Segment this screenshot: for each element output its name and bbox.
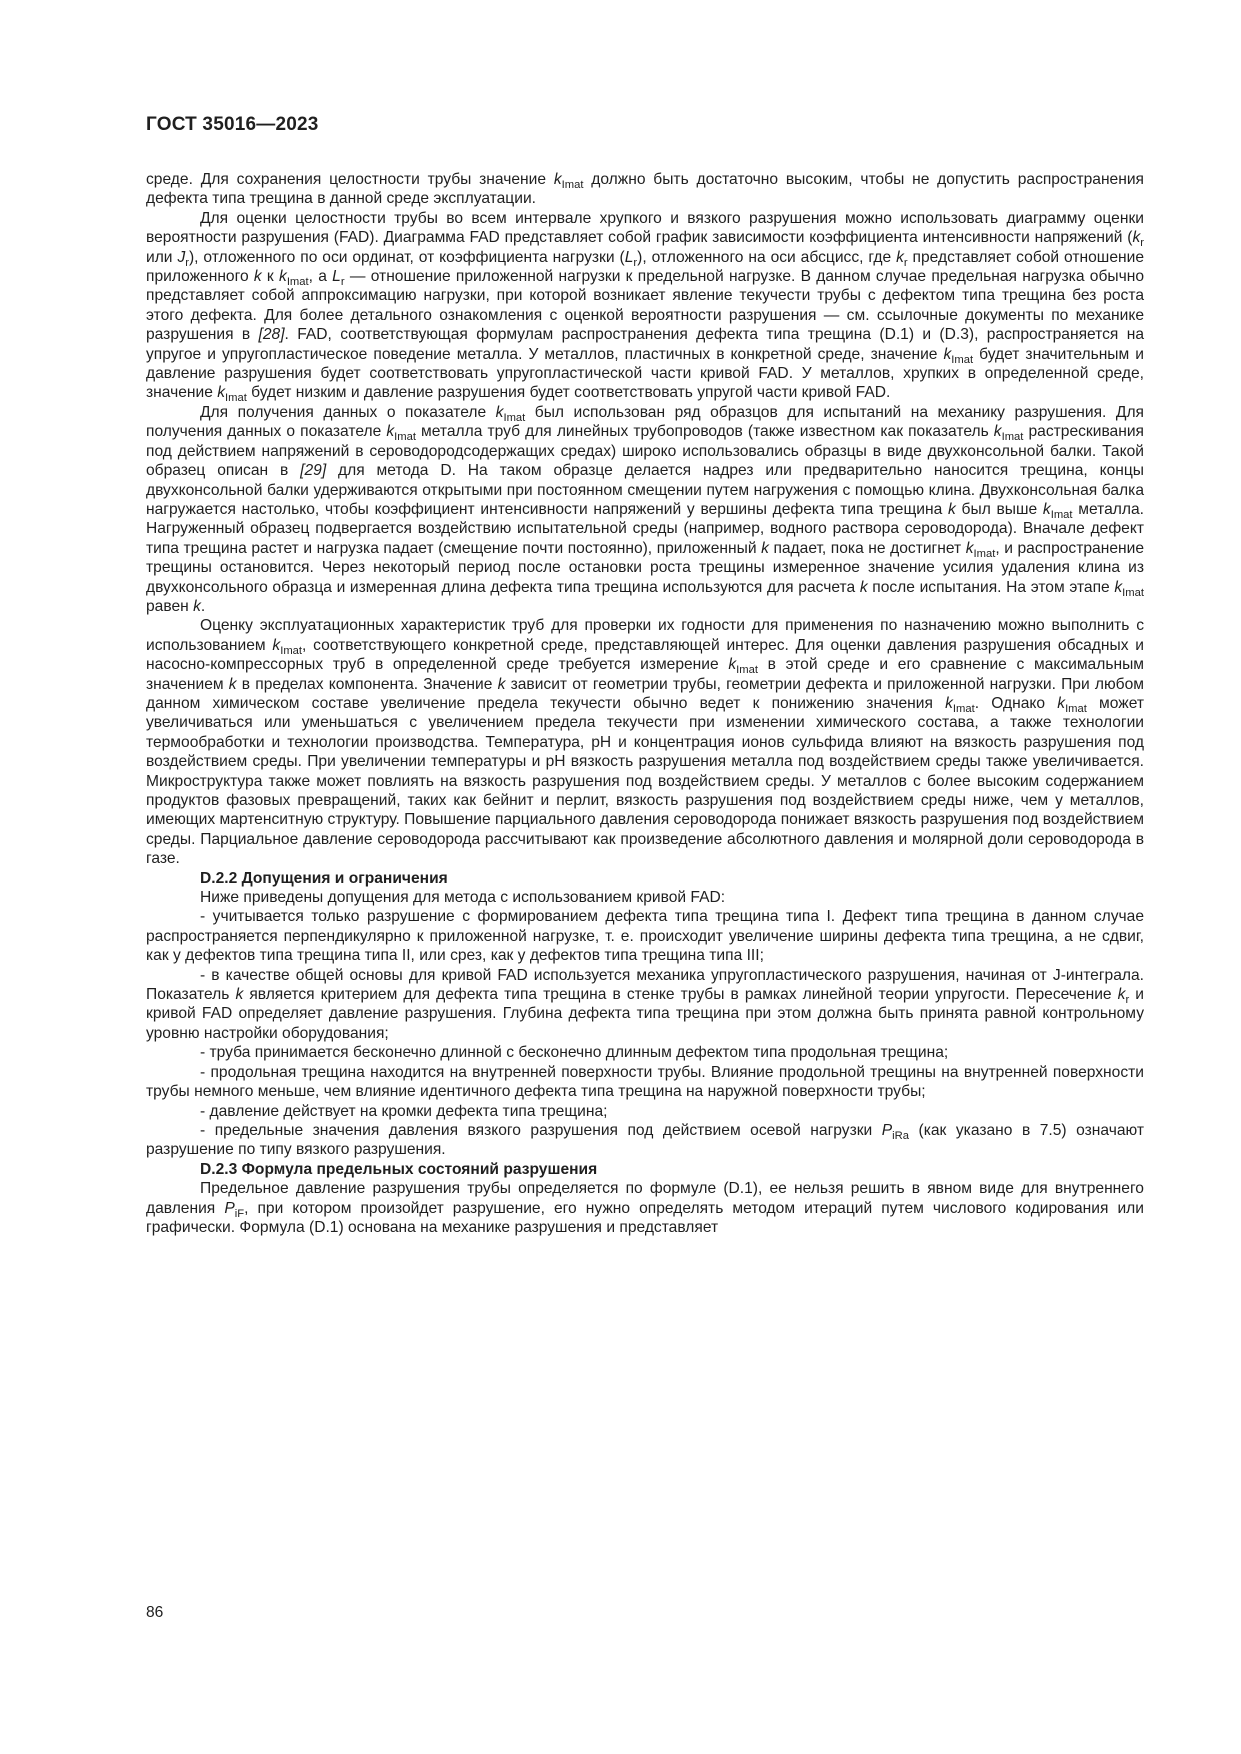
paragraph: среде. Для сохранения целостности трубы значение $k_{Imat}$ должно быть достаточно высоким, чтобы не допустить распространения дефекта типа трещина в данной среде эксплуатации. [146,171,1144,208]
document-header: ГОСТ 35016—2023 [146,114,319,135]
section-heading: D.2.3 Формула предельных состояний разрушения [200,1160,598,1178]
section-heading: D.2.2 Допущения и ограничения [200,869,448,887]
list-item: - труба принимается бесконечно длинной с бесконечно длинным дефектом типа продольная трещина; [200,1044,949,1062]
page-number: 86 [146,1604,164,1621]
paragraph: Для получения данных о показателе $k_{Imat}$ был использован ряд образцов для испытаний на механику разрушения. Для получения данных о показателе $k_{Imat}$ металла труб для линейных трубопроводов (также известном как показатель $k_{Imat}$ растрескивания под действием напряжений в сероводородсодержащих средах) широко использовались образцы в виде двухконсольной балки. Такой образец описан в [29] для метода D. На таком образце делается надрез или предварительно наносится трещина, концы двухконсольной балки удерживаются открытыми при постоянном смещении путем нагружения с помощью клина. Двухконсольная балка нагружается настолько, чтобы коэффициент интенсивности напряжений у вершины дефекта типа трещина k был выше $k_{Imat}$ металла. Нагруженный образец подвергается воздействию испытательной среды (например, водного раствора сероводорода). Вначале дефект типа трещина растет и нагрузка падает (смещение почти постоянно), приложенный k падает, пока не достигнет $k_{Imat}$, и распространение трещины остановится. Через некоторый период после остановки роста трещины измеренное значение усилия удаления клина из двухконсольного образца и измеренная длина дефекта типа трещина используются для расчета k после испытания. На этом этапе $k_{Imat}$ равен k. [146,403,1145,615]
list-item: - учитывается только разрушение с формированием дефекта типа трещина типа I. Дефект типа трещина в данном случае распространяется перпендикулярно к приложенной нагрузке, т. е. происходит увеличение ширины дефекта типа трещина, а не сдвиг, как у дефектов типа трещина типа II, или срез, как у дефектов типа трещина типа III; [146,908,1144,965]
paragraph: Для оценки целостности трубы во всем интервале хрупкого и вязкого разрушения можно использовать диаграмму оценки вероятности разрушения (FAD). Диаграмма FAD представляет собой график зависимости коэффициента интенсивности напряжений ($k_r$ или $J_r$), отложенного по оси ординат, от коэффициента нагрузки $(L_r)$, отложенного на оси абсцисс, где $k_r$ представляет собой отношение приложенного k к $k_{Imat}$, а $L_r$ — отношение приложенной нагрузки к предельной нагрузке. В данном случае предельная нагрузка обычно представляет собой аппроксимацию нагрузки, при которой возникает явление текучести трубы с дефектом типа трещина без роста этого дефекта. Для более детального ознакомления с оценкой вероятности разрушения — см. ссылочные документы по механике разрушения в [28]. FAD, соответствующая формулам распространения дефекта типа трещина (D.1) и (D.3), распространяется на упругое и упругопластическое поведение металла. У металлов, пластичных в конкретной среде, значение $k_{Imat}$ будет значительным и давление разрушения будет соответствовать упругопластической части кривой FAD. У металлов, хрупких в определенной среде, значение $k_{Imat}$ будет низким и давление разрушения будет соответствовать упругой части кривой FAD. [146,209,1144,405]
list-item: - продольная трещина находится на внутренней поверхности трубы. Влияние продольной трещины на внутренней поверхности трубы немного меньше, чем влияние идентичного дефекта типа трещина на наружной поверхности трубы; [146,1063,1144,1101]
list-item: - давление действует на кромки дефекта типа трещина; [200,1102,608,1120]
list-item: - в качестве общей основы для кривой FAD используется механика упругопластического разрушения, начиная от J-интеграла. Показатель k является критерием для дефекта типа трещина в стенке трубы в рамках линейной теории упругости. Пересечение $k_r$ и кривой FAD определяет давление разрушения. Глубина дефекта типа трещина при этом должна быть принята равной контрольному уровню настройки оборудования; [146,966,1145,1042]
paragraph: Оценку эксплуатационных характеристик труб для проверки их годности для применения по назначению можно выполнить с использованием $k_{Imat}$, соответствующего конкретной среде, представляющей интерес. Для оценки давления разрушения обсадных и насосно-компрессорных труб в определенной среде требуется измерение $k_{Imat}$ в этой среде и его сравнение с максимальным значением k в пределах компонента. Значение k зависит от геометрии трубы, геометрии дефекта и приложенной нагрузки. При любом данном химическом составе увеличение предела текучести обычно ведет к понижению значения $k_{Imat}$. Однако $k_{Imat}$ может увеличиваться или уменьшаться с увеличением предела текучести при изменении химического состава, а также технологии термообработки и технологии производства. Температура, pH и концентрация ионов сульфида влияют на вязкость разрушения под воздействием среды. При увеличении температуры и pH вязкость разрушения металла под воздействием среды также увеличивается. Микроструктура также может повлиять на вязкость разрушения под воздействием среды. У металлов с более высоким содержанием продуктов фазовых превращений, таких как бейнит и перлит, вязкость разрушения под воздействием среды ниже, чем у металлов, имеющих мартенситную структуру. Повышение парциального давления сероводорода понижает вязкость разрушения под воздействием среды. Парциальное давление сероводорода рассчитывают как произведение абсолютного давления и молярной доли сероводорода в газе. [146,617,1145,868]
document-body [146,170,1144,1237]
list-item: - предельные значения давления вязкого разрушения под действием осевой нагрузки $P_{iRa}$ (как указано в 7.5) означают разрушение по типу вязкого разрушения. [146,1121,1144,1159]
paragraph: Предельное давление разрушения трубы определяется по формуле (D.1), ее нельзя решить в явном виде для внутреннего давления $P_{iF}$, при котором произойдет разрушение, его нужно определять методом итераций путем числового кодирования или графически. Формула (D.1) основана на механике разрушения и представляет [146,1180,1144,1236]
paragraph: Ниже приведены допущения для метода с использованием кривой FAD: [200,889,726,907]
